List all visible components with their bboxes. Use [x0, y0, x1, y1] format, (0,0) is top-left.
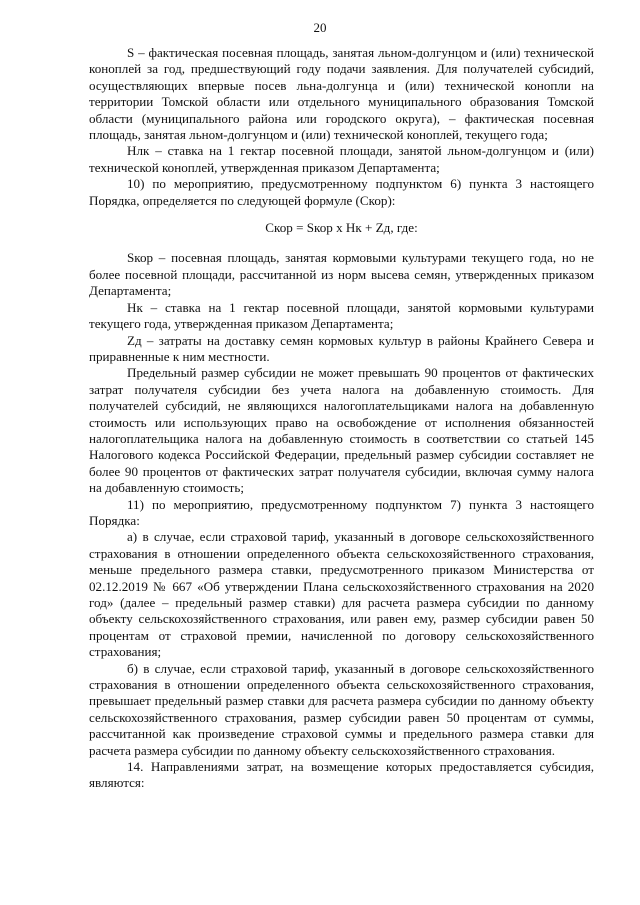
- paragraph: 10) по мероприятию, предусмотренному подпунктом 6) пункта 3 настоящего Порядка, определяется по следующей формуле (Скор):: [89, 176, 594, 208]
- definition-paragraph: Hк – ставка на 1 гектар посевной площади, занятой кормовыми культурами текущего года, утвержденная приказом Департамента;: [89, 299, 594, 332]
- paragraph: Hлк – ставка на 1 гектар посевной площади, занятой льном-долгунцом и (или) технической коноплей, утвержденная приказом Департамента;: [89, 143, 594, 175]
- subparagraph-b: б) в случае, если страховой тариф, указанный в договоре сельскохозяйственного страхования в отношении определенного объекта сельскохозяйственного страхования, превышает предельный размер ставки для расчета размера субсидии по данному объекту сельскохозяйственного страхования, размер субсидии равен 50 процентам от суммы, рассчитанной как произведение страховой суммы и предельного размера ставки для расчета размера субсидии по данному объекту сельскохозяйственного страхования.: [89, 660, 594, 758]
- document-body: [89, 45, 594, 792]
- paragraph: S – фактическая посевная площадь, занятая льном-долгунцом и (или) технической коноплей за год, предшествующий году подачи заявления. Для получателей субсидий, осуществляющих впервые посев льна-долгунца и (или) технической конопли на территории Томской области или отдельного муниципального образования Томской области (муниципального района или городского округа), – фактическая посевная площадь, занятая льном-долгунцом и (или) технической коноплей, текущего года;: [89, 45, 594, 143]
- paragraph: Предельный размер субсидии не может превышать 90 процентов от фактических затрат получателя субсидии без учета налога на добавленную стоимость. Для получателей субсидий, не являющихся налогоплательщиками налога на добавленную стоимость или использующих право на освобождение от исполнения обязанностей налогоплательщика налога на добавленную стоимость в соответствии со статьей 145 Налогового кодекса Российской Федерации, предельный размер субсидии составляет не более 90 процентов от фактических затрат получателя субсидии, включая сумму налога на добавленную стоимость;: [89, 365, 594, 496]
- paragraph: 14. Направлениями затрат, на возмещение которых предоставляется субсидия, являются:: [89, 759, 594, 791]
- formula: Скор = Sкор х Hк + Zд, где:: [265, 220, 418, 236]
- subparagraph-a: а) в случае, если страховой тариф, указанный в договоре сельскохозяйственного страхования в отношении определенного объекта сельскохозяйственного страхования, меньше предельного размера ставки, предусмотренного приказом Министерства от 02.12.2019 № 667 «Об утверждении Плана сельскохозяйственного страхования на 2020 год» (далее – предельный размер ставки) для расчета размера субсидии по данному объекту сельскохозяйственного страхования, или равен ему, размер субсидии равен 50 процентам от страховой премии, начисленной по договору сельскохозяйственного страхования;: [89, 529, 594, 660]
- page-number: 20: [313, 20, 327, 35]
- paragraph: 11) по мероприятию, предусмотренному подпунктом 7) пункта 3 настоящего Порядка:: [89, 496, 594, 528]
- definition-paragraph: Sкор – посевная площадь, занятая кормовыми культурами текущего года, но не более посевной площади, рассчитанной из норм высева семян, утвержденных приказом Департамента;: [89, 250, 594, 299]
- definition-paragraph: Zд – затраты на доставку семян кормовых культур в районы Крайнего Севера и приравненные к ним местности.: [89, 332, 594, 364]
